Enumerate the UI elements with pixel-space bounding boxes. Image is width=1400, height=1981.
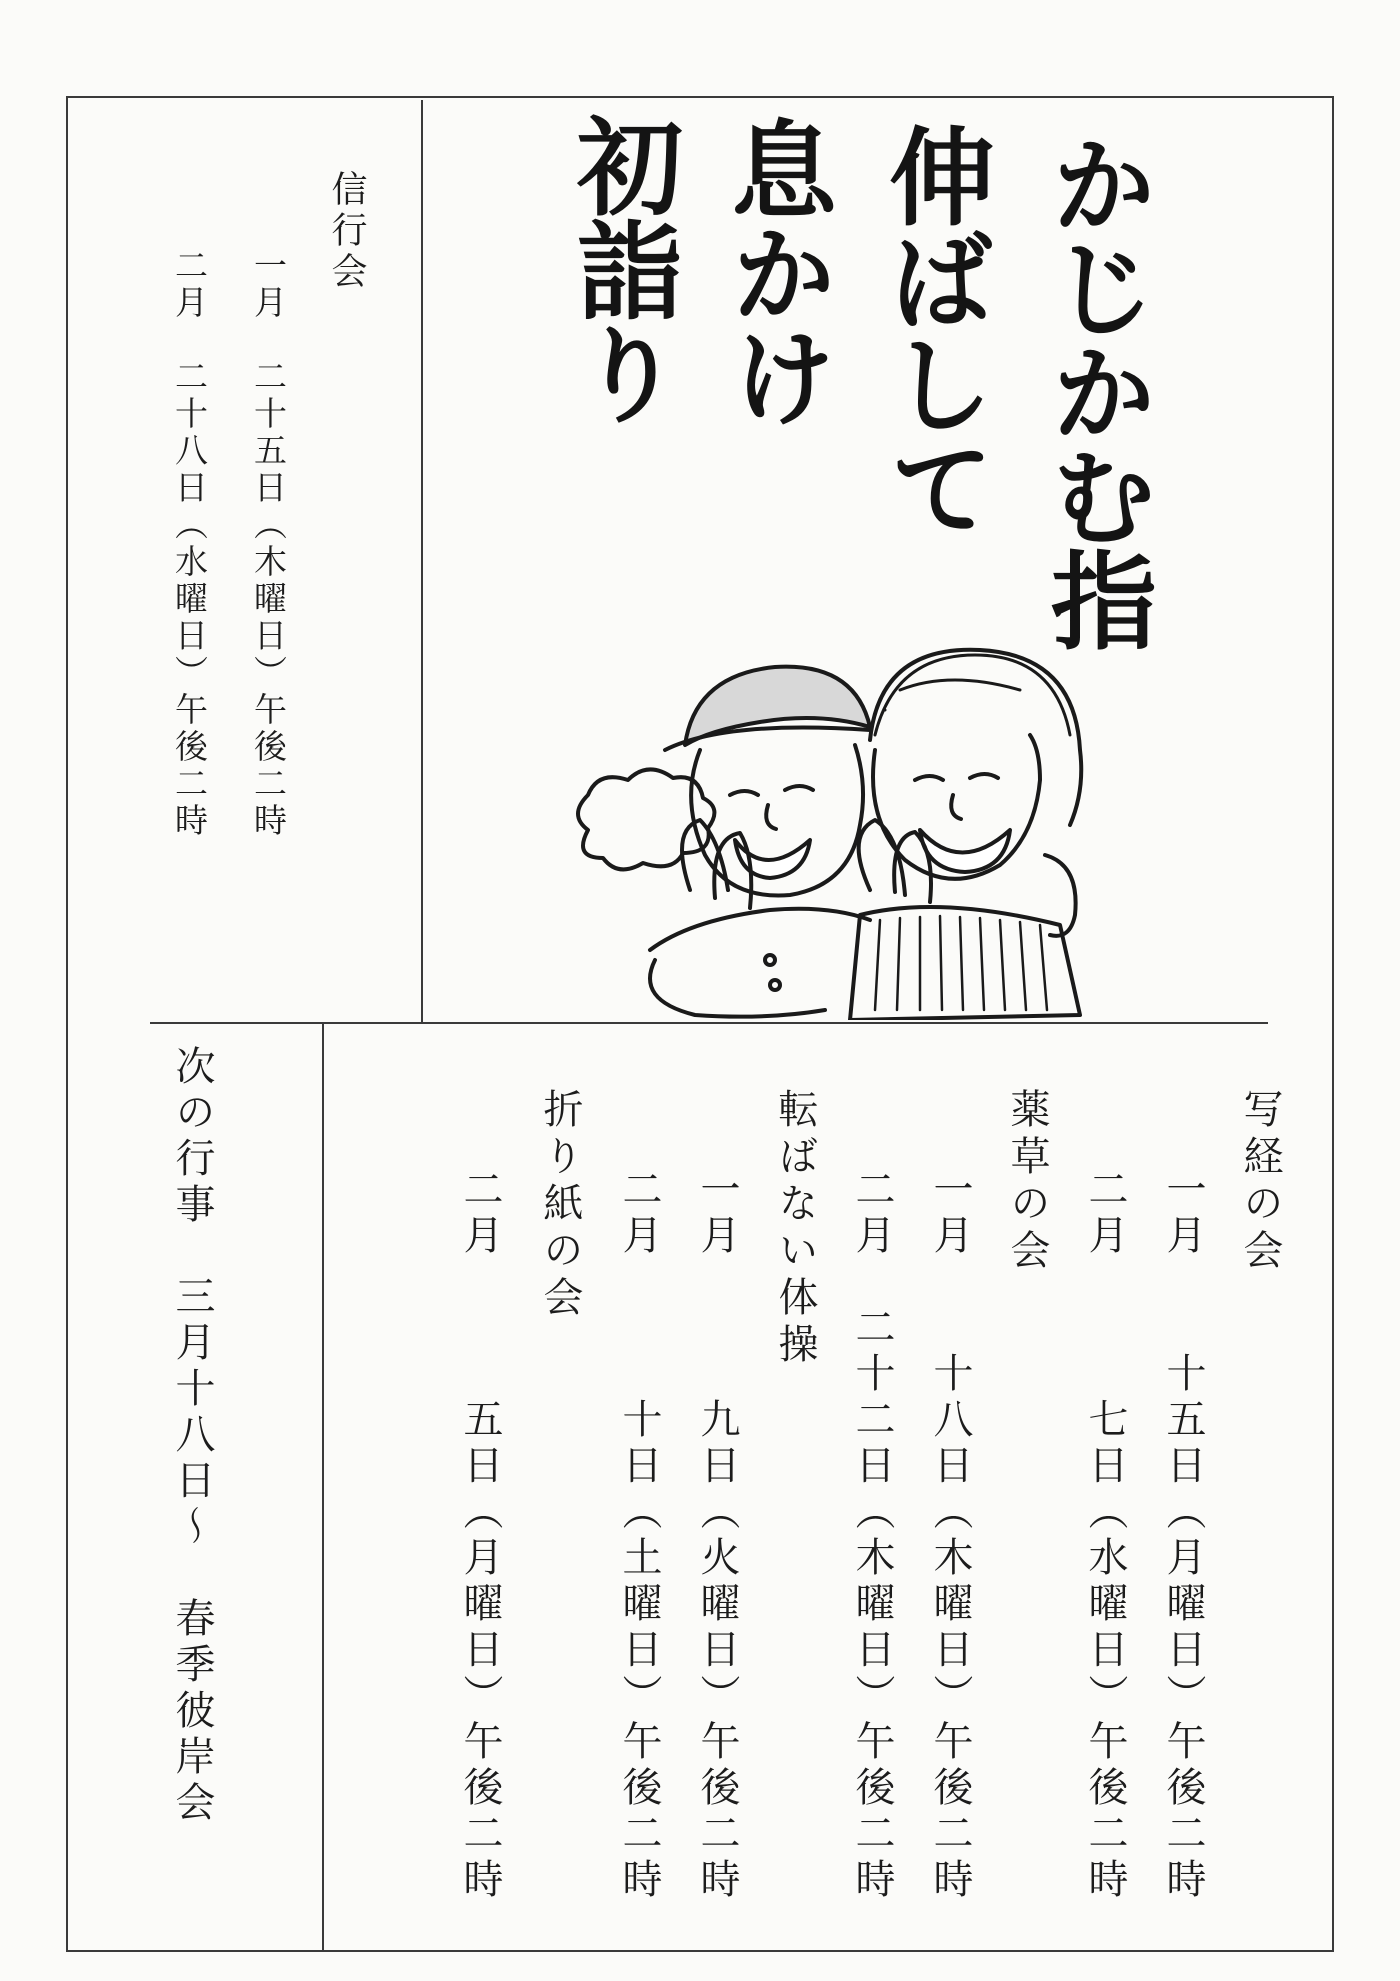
- circle-title-taiso: 転ばない体操: [772, 1088, 818, 1370]
- circle-title-origami: 折り紙の会: [537, 1088, 583, 1323]
- poem-line-3: 息かけ: [714, 115, 837, 427]
- poem-line-4: 初詣り: [560, 112, 683, 424]
- circle-shakyo-line-1: 一月 十五日（月曜日）午後二時: [1160, 1168, 1206, 1904]
- circle-taiso-line-2: 二月 十日（土曜日）午後二時: [616, 1168, 662, 1904]
- poem-line-2: 伸ばして: [872, 122, 995, 538]
- left-person-hands: [682, 820, 751, 908]
- circle-yakuso-line-1: 一月 十八日（木曜日）午後二時: [927, 1168, 973, 1904]
- circle-title-shakyo: 写経の会: [1237, 1088, 1283, 1276]
- shingyokai-line-1: 一月 二十五日（木曜日）午後二時: [249, 248, 288, 840]
- right-person-hood: [870, 650, 1081, 825]
- circle-shakyo-line-2: 二月 七日（水曜日）午後二時: [1082, 1168, 1128, 1904]
- lower-vertical-divider: [322, 1022, 324, 1950]
- next-event: 次の行事 三月十八日〜 春季彼岸会: [169, 1045, 215, 1827]
- two-people-illustration: [540, 630, 1180, 1020]
- horizontal-divider: [150, 1022, 1268, 1024]
- upper-vertical-divider: [421, 100, 423, 1022]
- circle-origami-line-1: 二月 五日（月曜日）午後二時: [457, 1168, 503, 1904]
- circle-taiso-line-1: 一月 九日（火曜日）午後二時: [694, 1168, 740, 1904]
- circle-title-yakuso: 薬草の会: [1004, 1088, 1050, 1276]
- shingyokai-title: 信行会: [326, 170, 367, 293]
- shingyokai-line-2: 二月 二十八日（水曜日）午後二時: [170, 248, 209, 840]
- circle-yakuso-line-2: 二月 二十二日（木曜日）午後二時: [849, 1168, 895, 1904]
- poem-line-1: かじかむ指: [1034, 130, 1157, 650]
